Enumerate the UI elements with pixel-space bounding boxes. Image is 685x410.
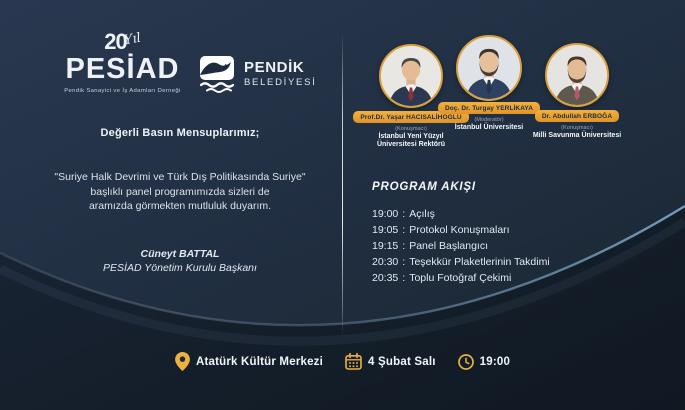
invitation-line: başlıklı panel programımızda sizleri de bbox=[90, 185, 270, 198]
speaker-name-badge: Prof.Dr. Yaşar HACISALİHOĞLU bbox=[353, 111, 468, 123]
time-item bbox=[458, 354, 510, 370]
seagull-icon bbox=[197, 54, 237, 94]
signature-title: PESİAD Yönetim Kurulu Başkanı bbox=[103, 261, 257, 274]
program-label: Panel Başlangıcı bbox=[409, 240, 489, 252]
speaker-photo bbox=[545, 43, 609, 107]
affiliation-line: Üniversitesi Rektörü bbox=[376, 141, 446, 148]
program-separator: : bbox=[402, 256, 406, 268]
speaker-avatar bbox=[547, 45, 607, 105]
program-separator: : bbox=[402, 272, 406, 284]
speaker-affiliation bbox=[533, 132, 621, 140]
pendik-subtitle: BELEDİYESİ bbox=[244, 76, 317, 88]
program-item bbox=[372, 270, 550, 286]
speaker-affiliation bbox=[377, 133, 445, 149]
program-list bbox=[372, 206, 550, 286]
speaker-card bbox=[502, 43, 652, 140]
years-number: 20 bbox=[104, 29, 127, 54]
pendik-municipality-logo bbox=[197, 54, 316, 94]
venue-label: Atatürk Kültür Merkezi bbox=[195, 355, 324, 368]
program-item bbox=[372, 238, 550, 254]
invitation-line: aramızda görmekten mutluluk duyarım. bbox=[88, 200, 272, 212]
date-item bbox=[345, 353, 436, 370]
program-item bbox=[372, 206, 550, 222]
affiliation-line: İstanbul Üniversitesi bbox=[454, 124, 524, 131]
invitation-line: "Suriye Halk Devrimi ve Türk Dış Politikasında Suriye" bbox=[54, 171, 306, 183]
pendik-name: PENDİK bbox=[244, 59, 305, 77]
signature-name: Cüneyt BATTAL bbox=[140, 248, 220, 260]
signature-block bbox=[30, 248, 330, 275]
speaker-name-badge: Dr. Abdullah ERBOĞA bbox=[535, 110, 619, 122]
program-label: Teşekkür Plaketlerinin Takdimi bbox=[409, 256, 550, 268]
date-label: 4 Şubat Salı bbox=[368, 355, 436, 368]
program-item bbox=[372, 222, 550, 238]
clock-icon bbox=[458, 354, 474, 370]
location-pin-icon bbox=[175, 352, 190, 371]
salutation-text: Değerli Basın Mensuplarımız; bbox=[100, 127, 260, 139]
calendar-icon bbox=[345, 353, 362, 370]
pesiad-subtitle: Pendik Sanayici ve İş Adamları Derneği bbox=[64, 87, 181, 94]
program-time: 20:35 bbox=[372, 272, 399, 284]
speaker-role: (Moderatör) bbox=[474, 117, 504, 123]
speaker-role: (Konuşmacı) bbox=[561, 125, 593, 131]
pesiad-logo bbox=[55, 29, 190, 94]
program-section bbox=[372, 181, 550, 286]
program-label: Toplu Fotoğraf Çekimi bbox=[409, 272, 512, 284]
program-time: 19:00 bbox=[372, 208, 399, 220]
program-separator: : bbox=[402, 208, 406, 220]
affiliation-line: İstanbul Yeni Yüzyıl bbox=[378, 133, 444, 140]
program-separator: : bbox=[402, 240, 406, 252]
venue-item bbox=[175, 352, 323, 371]
years-script: Yıl bbox=[122, 30, 142, 49]
affiliation-line: Milli Savunma Üniversitesi bbox=[532, 132, 622, 139]
program-separator: : bbox=[402, 224, 406, 236]
program-time: 19:05 bbox=[372, 224, 399, 236]
pendik-wordmark bbox=[244, 60, 316, 88]
program-item bbox=[372, 254, 550, 270]
program-title: PROGRAM AKIŞI bbox=[372, 181, 476, 193]
event-details-bar bbox=[0, 352, 685, 371]
invitation-text bbox=[16, 170, 344, 214]
program-label: Protokol Konuşmaları bbox=[409, 224, 510, 236]
program-label: Açılış bbox=[409, 208, 435, 220]
program-time: 19:15 bbox=[372, 240, 399, 252]
speaker-name-badge: Doç. Dr. Turgay YERLİKAYA bbox=[438, 102, 540, 114]
speaker-role: (Konuşmacı) bbox=[395, 126, 427, 132]
pesiad-wordmark: PESİAD bbox=[65, 53, 180, 85]
time-label: 19:00 bbox=[479, 355, 511, 368]
program-time: 20:30 bbox=[372, 256, 399, 268]
pesiad-20-years-mark bbox=[55, 29, 190, 55]
